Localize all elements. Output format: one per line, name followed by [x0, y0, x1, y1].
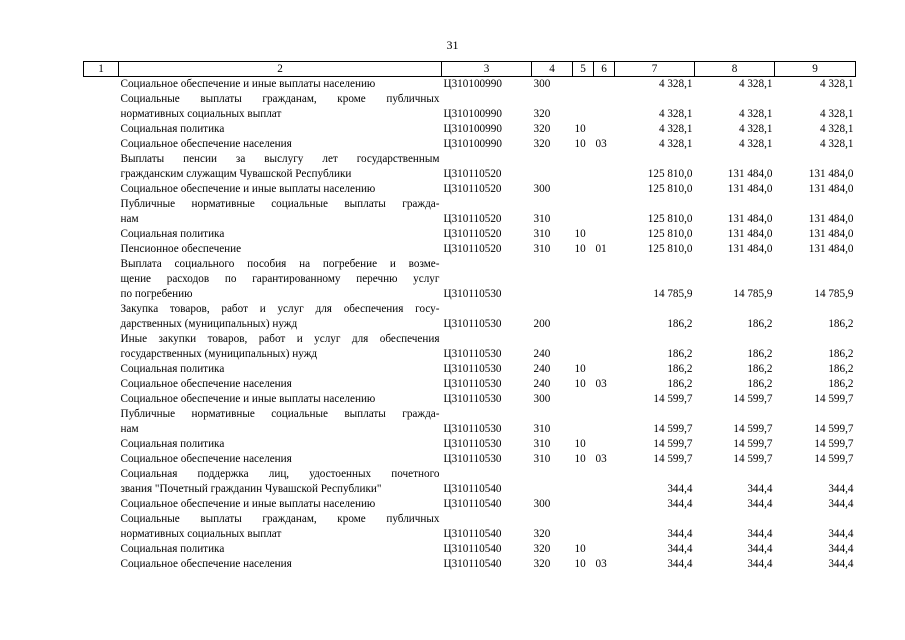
amount-col-8: 344,4	[747, 498, 773, 510]
row-name	[119, 542, 442, 557]
amount-col-8: 14 599,7	[733, 393, 773, 405]
section-code	[573, 77, 594, 93]
amount-col-9: 131 484,0	[808, 183, 854, 195]
expense-type-code: 310	[533, 228, 551, 240]
row-name	[119, 392, 442, 407]
table-row	[84, 122, 856, 137]
amount-col-9: 14 599,7	[814, 438, 854, 450]
row-name	[119, 242, 442, 257]
expense-type-code: 320	[533, 528, 551, 540]
expense-type-code: 310	[533, 453, 551, 465]
row-name	[119, 137, 442, 152]
expense-type-code: 200	[533, 318, 551, 330]
row-name-line: Социальная политика	[120, 228, 225, 240]
expense-type-code	[532, 257, 573, 302]
subsection-code	[594, 332, 615, 362]
amount-col-9: 131 484,0	[808, 168, 854, 180]
table-row	[84, 197, 856, 227]
column-header: 8	[695, 62, 775, 77]
amount-col-9: 14 599,7	[814, 453, 854, 465]
table-row	[84, 557, 856, 572]
subsection-code: 03	[595, 453, 607, 465]
row-name	[119, 407, 442, 437]
amount-col-8: 186,2	[747, 363, 773, 375]
row-name-line: нормативных социальных выплат	[120, 108, 282, 120]
row-name	[119, 92, 442, 122]
row-name	[119, 557, 442, 572]
row-number-cell	[84, 122, 119, 137]
subsection-code	[594, 407, 615, 437]
amount-col-8: 186,2	[747, 348, 773, 360]
amount-col-7: 186,2	[667, 363, 693, 375]
table-row	[84, 257, 856, 302]
amount-col-7: 344,4	[667, 483, 693, 495]
expense-type-code: 320	[533, 558, 551, 570]
amount-col-9: 131 484,0	[808, 213, 854, 225]
subsection-code	[594, 182, 615, 197]
row-name-line: Социальная политика	[120, 363, 225, 375]
expense-type-code	[532, 152, 573, 182]
column-header: 5	[573, 62, 594, 77]
row-number-cell	[84, 497, 119, 512]
expense-type-code: 300	[533, 393, 551, 405]
subsection-code	[594, 302, 615, 332]
row-name	[119, 77, 442, 93]
amount-col-7: 125 810,0	[647, 213, 693, 225]
amount-col-8: 344,4	[747, 543, 773, 555]
row-number-cell	[84, 377, 119, 392]
expense-type-code: 310	[533, 438, 551, 450]
row-number-cell	[84, 452, 119, 467]
row-name	[119, 467, 442, 497]
row-number-cell	[84, 197, 119, 227]
target-article-code: Ц310110520	[443, 243, 502, 255]
amount-col-9: 4 328,1	[819, 138, 854, 150]
amount-col-8: 4 328,1	[738, 108, 773, 120]
row-name-line: Социальное обеспечение населения	[120, 453, 292, 465]
amount-col-7: 125 810,0	[647, 183, 693, 195]
target-article-code: Ц310110530	[443, 438, 502, 450]
table-row	[84, 302, 856, 332]
table-row	[84, 377, 856, 392]
row-name	[119, 332, 442, 362]
row-name	[119, 302, 442, 332]
subsection-code	[594, 227, 615, 242]
column-header: 2	[119, 62, 442, 77]
subsection-code	[594, 257, 615, 302]
target-article-code: Ц310110540	[443, 528, 502, 540]
row-name-line: нам	[120, 423, 139, 435]
amount-col-8: 131 484,0	[727, 213, 773, 225]
row-name	[119, 197, 442, 227]
row-name-line: Социальная политика	[120, 438, 225, 450]
subsection-code: 03	[595, 138, 607, 150]
amount-col-7: 344,4	[667, 558, 693, 570]
amount-col-7: 186,2	[667, 348, 693, 360]
table-row	[84, 437, 856, 452]
column-header: 9	[775, 62, 856, 77]
subsection-code	[594, 392, 615, 407]
amount-col-7: 14 599,7	[653, 393, 693, 405]
table-row	[84, 182, 856, 197]
amount-col-7: 14 599,7	[653, 423, 693, 435]
amount-col-9: 131 484,0	[808, 243, 854, 255]
table-row	[84, 242, 856, 257]
amount-col-9: 344,4	[828, 483, 854, 495]
amount-col-9: 186,2	[828, 348, 854, 360]
expense-type-code: 320	[533, 123, 551, 135]
subsection-code	[594, 467, 615, 497]
amount-col-8: 344,4	[747, 483, 773, 495]
row-name	[119, 122, 442, 137]
row-name	[119, 437, 442, 452]
row-name-line: Социальное обеспечение и иные выплаты населению	[120, 78, 376, 90]
section-code: 10	[574, 138, 586, 150]
row-name-line: гражданским служащим Чувашской Республики	[120, 168, 352, 180]
target-article-code: Ц310110530	[443, 423, 502, 435]
amount-col-7: 186,2	[667, 318, 693, 330]
subsection-code	[594, 197, 615, 227]
row-name-line: Социальное обеспечение и иные выплаты населению	[120, 393, 376, 405]
table-row	[84, 92, 856, 122]
row-name	[119, 362, 442, 377]
target-article-code: Ц310110530	[443, 378, 502, 390]
row-number-cell	[84, 242, 119, 257]
target-article-code: Ц310110530	[443, 393, 502, 405]
row-number-cell	[84, 302, 119, 332]
section-code	[573, 407, 594, 437]
row-name-line: Публичные нормативные социальные выплаты гражда-	[120, 198, 440, 210]
row-number-cell	[84, 332, 119, 362]
target-article-code: Ц310110520	[443, 183, 502, 195]
row-name-line: Социальная политика	[120, 123, 225, 135]
amount-col-8: 186,2	[747, 378, 773, 390]
table-row	[84, 362, 856, 377]
row-number-cell	[84, 437, 119, 452]
table-row	[84, 542, 856, 557]
amount-col-9: 14 599,7	[814, 423, 854, 435]
target-article-code: Ц310110540	[443, 498, 502, 510]
expense-type-code: 320	[533, 543, 551, 555]
section-code: 10	[574, 228, 586, 240]
table-body	[84, 77, 856, 573]
amount-col-9: 186,2	[828, 363, 854, 375]
section-code	[573, 182, 594, 197]
column-header: 6	[594, 62, 615, 77]
row-name-line: Пенсионное обеспечение	[120, 243, 242, 255]
target-article-code: Ц310110520	[443, 213, 502, 225]
table-row	[84, 497, 856, 512]
target-article-code: Ц310110530	[443, 318, 502, 330]
target-article-code: Ц310110530	[443, 348, 502, 360]
amount-col-7: 4 328,1	[658, 108, 693, 120]
section-code: 10	[574, 363, 586, 375]
section-code	[573, 92, 594, 122]
row-name	[119, 512, 442, 542]
row-number-cell	[84, 557, 119, 572]
row-number-cell	[84, 227, 119, 242]
amount-col-8: 344,4	[747, 528, 773, 540]
amount-col-8: 131 484,0	[727, 243, 773, 255]
row-number-cell	[84, 542, 119, 557]
row-name-line: Социальное обеспечение населения	[120, 558, 292, 570]
section-code	[573, 152, 594, 182]
column-header: 1	[84, 62, 119, 77]
subsection-code	[594, 152, 615, 182]
row-name-line: Социальная политика	[120, 543, 225, 555]
table-row	[84, 227, 856, 242]
amount-col-8: 344,4	[747, 558, 773, 570]
row-name-line: Социальное обеспечение и иные выплаты населению	[120, 183, 376, 195]
row-number-cell	[84, 467, 119, 497]
row-number-cell	[84, 92, 119, 122]
row-name	[119, 152, 442, 182]
amount-col-8: 14 599,7	[733, 453, 773, 465]
section-code: 10	[574, 558, 586, 570]
amount-col-7: 125 810,0	[647, 243, 693, 255]
section-code	[573, 512, 594, 542]
table-row	[84, 152, 856, 182]
subsection-code	[594, 542, 615, 557]
row-name-line: Публичные нормативные социальные выплаты гражда-	[120, 408, 440, 420]
expense-type-code: 240	[533, 363, 551, 375]
row-name-line: Выплаты пенсии за выслугу лет государственным	[120, 153, 440, 165]
section-code: 10	[574, 378, 586, 390]
amount-col-7: 4 328,1	[658, 138, 693, 150]
row-name-line: Социальное обеспечение населения	[120, 378, 292, 390]
subsection-code: 03	[595, 558, 607, 570]
row-number-cell	[84, 512, 119, 542]
row-number-cell	[84, 257, 119, 302]
row-name	[119, 497, 442, 512]
subsection-code	[594, 512, 615, 542]
amount-col-8: 14 599,7	[733, 438, 773, 450]
target-article-code: Ц310110520	[443, 168, 502, 180]
amount-col-8: 4 328,1	[738, 78, 773, 90]
amount-col-7: 186,2	[667, 378, 693, 390]
amount-col-9: 4 328,1	[819, 78, 854, 90]
subsection-code	[594, 122, 615, 137]
table-row	[84, 467, 856, 497]
amount-col-8: 14 785,9	[733, 288, 773, 300]
row-name-line: по погребению	[120, 288, 193, 300]
page-number: 31	[446, 38, 459, 52]
target-article-code: Ц310100990	[443, 123, 502, 135]
amount-col-7: 344,4	[667, 498, 693, 510]
amount-col-7: 125 810,0	[647, 228, 693, 240]
section-code	[573, 332, 594, 362]
section-code	[573, 392, 594, 407]
row-name-line: нормативных социальных выплат	[120, 528, 282, 540]
row-number-cell	[84, 137, 119, 152]
expense-type-code: 240	[533, 348, 551, 360]
row-name	[119, 452, 442, 467]
amount-col-8: 4 328,1	[738, 138, 773, 150]
section-code: 10	[574, 453, 586, 465]
expense-type-code: 300	[533, 183, 551, 195]
expense-type-code: 300	[533, 498, 551, 510]
row-name-line: Социальная поддержка лиц, удостоенных почетного	[120, 468, 440, 480]
amount-col-8: 131 484,0	[727, 168, 773, 180]
column-header: 4	[532, 62, 573, 77]
expense-type-code: 320	[533, 108, 551, 120]
target-article-code: Ц310100990	[443, 108, 502, 120]
row-name-line: Социальные выплаты гражданам, кроме публичных	[120, 513, 440, 525]
amount-col-7: 344,4	[667, 528, 693, 540]
section-code	[573, 302, 594, 332]
table-row	[84, 77, 856, 93]
amount-col-7: 14 599,7	[653, 438, 693, 450]
amount-col-8: 4 328,1	[738, 123, 773, 135]
table-row	[84, 512, 856, 542]
expense-type-code: 310	[533, 243, 551, 255]
target-article-code: Ц310100990	[443, 78, 502, 90]
row-number-cell	[84, 407, 119, 437]
section-code	[573, 497, 594, 512]
amount-col-8: 131 484,0	[727, 183, 773, 195]
column-header: 3	[442, 62, 532, 77]
expense-type-code: 310	[533, 423, 551, 435]
table-row	[84, 407, 856, 437]
amount-col-9: 131 484,0	[808, 228, 854, 240]
row-number-cell	[84, 152, 119, 182]
amount-col-9: 344,4	[828, 558, 854, 570]
subsection-code	[594, 362, 615, 377]
row-number-cell	[84, 77, 119, 93]
section-code	[573, 197, 594, 227]
row-name-line: дарственных (муниципальных) нужд	[120, 318, 298, 330]
row-name-line: Выплата социального пособия на погребение и возме-	[120, 258, 440, 270]
section-code: 10	[574, 438, 586, 450]
row-name-line: Социальные выплаты гражданам, кроме публичных	[120, 93, 440, 105]
amount-col-7: 4 328,1	[658, 78, 693, 90]
amount-col-9: 186,2	[828, 318, 854, 330]
section-code: 10	[574, 123, 586, 135]
row-name-line: Иные закупки товаров, работ и услуг для обеспечения	[120, 333, 440, 345]
table-row	[84, 332, 856, 362]
target-article-code: Ц310110540	[443, 543, 502, 555]
subsection-code	[594, 437, 615, 452]
section-code: 10	[574, 543, 586, 555]
section-code: 10	[574, 243, 586, 255]
row-name	[119, 182, 442, 197]
target-article-code: Ц310110530	[443, 363, 502, 375]
expense-type-code: 300	[533, 78, 551, 90]
row-name-line: щение расходов по гарантированному перечню услуг	[120, 273, 440, 285]
row-name-line: Социальное обеспечение и иные выплаты населению	[120, 498, 376, 510]
target-article-code: Ц310110530	[443, 453, 502, 465]
row-name	[119, 377, 442, 392]
amount-col-9: 14 785,9	[814, 288, 854, 300]
amount-col-8: 14 599,7	[733, 423, 773, 435]
target-article-code: Ц310110520	[443, 228, 502, 240]
table-row	[84, 452, 856, 467]
row-number-cell	[84, 362, 119, 377]
row-name-line: Социальное обеспечение населения	[120, 138, 292, 150]
amount-col-9: 186,2	[828, 378, 854, 390]
row-name-line: государственных (муниципальных) нужд	[120, 348, 318, 360]
amount-col-7: 344,4	[667, 543, 693, 555]
subsection-code: 03	[595, 378, 607, 390]
row-name	[119, 257, 442, 302]
expense-type-code: 310	[533, 213, 551, 225]
target-article-code: Ц310110540	[443, 483, 502, 495]
expense-type-code: 240	[533, 378, 551, 390]
budget-table	[83, 61, 856, 572]
amount-col-7: 125 810,0	[647, 168, 693, 180]
subsection-code: 01	[595, 243, 607, 255]
row-name-line: звания "Почетный гражданин Чувашской Республики"	[120, 483, 382, 495]
table-header-row	[84, 62, 856, 77]
amount-col-7: 14 599,7	[653, 453, 693, 465]
table-row	[84, 137, 856, 152]
amount-col-9: 344,4	[828, 498, 854, 510]
row-name-line: нам	[120, 213, 139, 225]
amount-col-7: 4 328,1	[658, 123, 693, 135]
amount-col-9: 4 328,1	[819, 108, 854, 120]
subsection-code	[594, 497, 615, 512]
column-header: 7	[615, 62, 695, 77]
amount-col-9: 14 599,7	[814, 393, 854, 405]
expense-type-code	[532, 467, 573, 497]
section-code	[573, 257, 594, 302]
amount-col-8: 186,2	[747, 318, 773, 330]
amount-col-9: 344,4	[828, 528, 854, 540]
target-article-code: Ц310110530	[443, 288, 502, 300]
subsection-code	[594, 77, 615, 93]
table-row	[84, 392, 856, 407]
row-number-cell	[84, 392, 119, 407]
row-number-cell	[84, 182, 119, 197]
amount-col-9: 344,4	[828, 543, 854, 555]
subsection-code	[594, 92, 615, 122]
amount-col-7: 14 785,9	[653, 288, 693, 300]
amount-col-8: 131 484,0	[727, 228, 773, 240]
amount-col-9: 4 328,1	[819, 123, 854, 135]
expense-type-code: 320	[533, 138, 551, 150]
row-name-line: Закупка товаров, работ и услуг для обеспечения госу-	[120, 303, 440, 315]
section-code	[573, 467, 594, 497]
row-name	[119, 227, 442, 242]
target-article-code: Ц310110540	[443, 558, 502, 570]
target-article-code: Ц310100990	[443, 138, 502, 150]
